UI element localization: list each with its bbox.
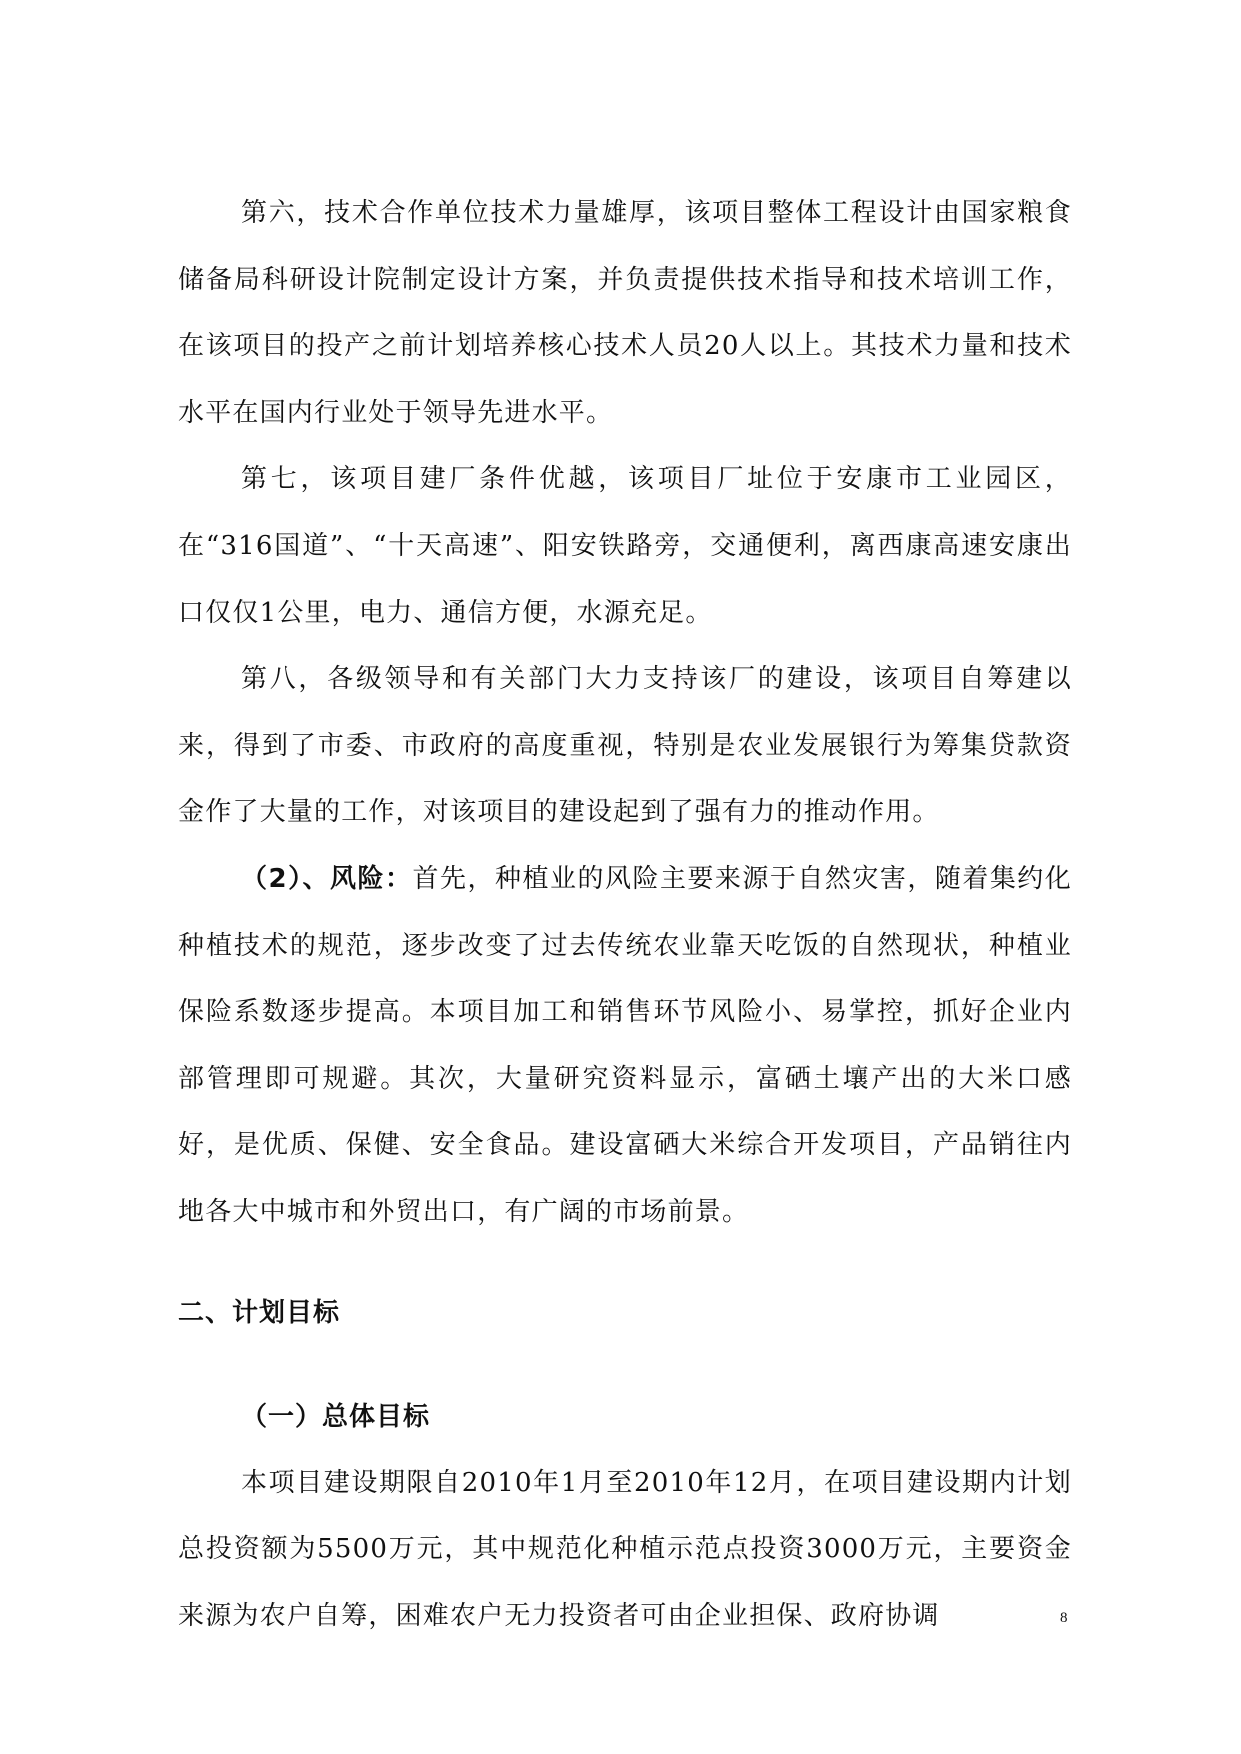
paragraph-sixth: 第六，技术合作单位技术力量雄厚，该项目整体工程设计由国家粮食储备局科研设计院制定设计方案，并负责提供技术指导和技术培训工作，在该项目的投产之前计划培养核心技术人员20人以上。其技术力量和技术水平在国内行业处于领导先进水平。 — [178, 198, 1072, 428]
page-number: 8 — [1060, 1610, 1068, 1626]
paragraph-risk — [178, 846, 1072, 1246]
page-content — [178, 180, 1072, 1649]
section-heading: 二、计划目标 — [178, 1297, 341, 1328]
paragraph-eighth: 第八，各级领导和有关部门大力支持该厂的建设，该项目自筹建以来，得到了市委、市政府的高度重视，特别是农业发展银行为筹集贷款资金作了大量的工作，对该项目的建设起到了强有力的推动作用。 — [178, 664, 1072, 828]
subsection-heading: （一）总体目标 — [241, 1401, 431, 1432]
paragraph-seventh: 第七，该项目建厂条件优越，该项目厂址位于安康市工业园区，在“316国道”、“十天高速”、阳安铁路旁，交通便利，离西康高速安康出口仅仅1公里，电力、通信方便，水源充足。 — [178, 464, 1072, 628]
risk-label: （2）、风险： — [241, 863, 413, 894]
paragraph-overall-goal: 本项目建设期限自2010年1月至2010年12月，在项目建设期内计划总投资额为5500万元，其中规范化种植示范点投资3000万元，主要资金来源为农户自筹，困难农户无力投资者可由企业担保、政府协调 — [178, 1467, 1072, 1631]
risk-text: 首先，种植业的风险主要来源于自然灾害，随着集约化种植技术的规范，逐步改变了过去传统农业靠天吃饭的自然现状，种植业保险系数逐步提高。本项目加工和销售环节风险小、易掌控，抓好企业内部管理即可规避。其次，大量研究资料显示，富硒土壤产出的大米口感好，是优质、保健、安全食品。建设富硒大米综合开发项目，产品销往内地各大中城市和外贸出口，有广阔的市场前景。 — [178, 863, 1072, 1227]
